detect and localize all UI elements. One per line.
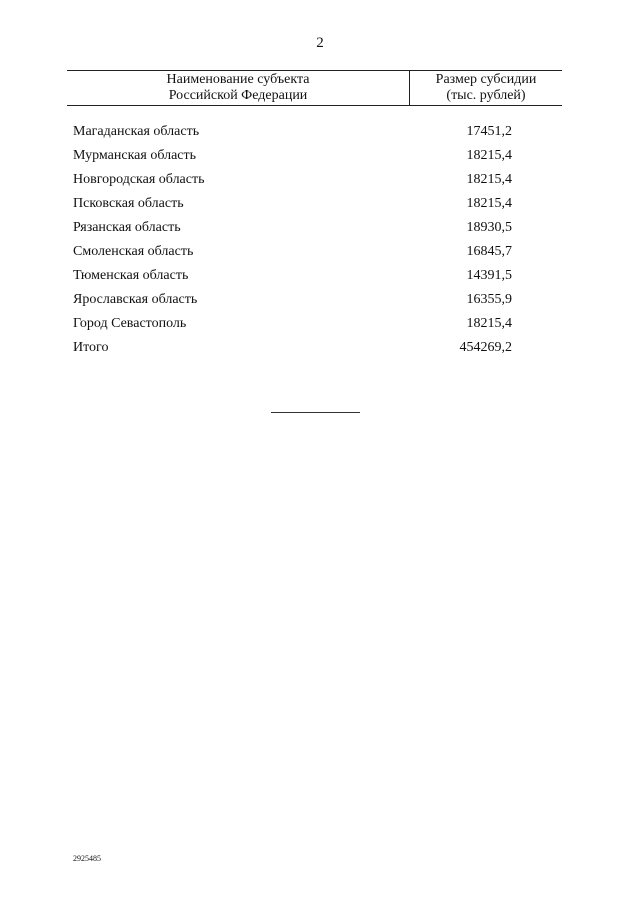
row-subsidy-amount: 18215,4 — [466, 172, 512, 187]
column-header-subject-line2: Российской Федерации — [168, 88, 308, 103]
table-row — [73, 314, 553, 338]
subsidy-table-body — [73, 122, 553, 362]
column-header-subject — [67, 72, 409, 104]
table-row — [73, 122, 553, 146]
table-row — [73, 146, 553, 170]
row-subsidy-amount: 16355,9 — [466, 292, 512, 307]
table-row — [73, 194, 553, 218]
row-subject-name: Псковская область — [73, 196, 184, 211]
row-subsidy-amount: 17451,2 — [466, 124, 512, 139]
column-header-amount-line2: (тыс. рублей) — [446, 88, 526, 103]
total-amount: 454269,2 — [459, 340, 512, 355]
table-row — [73, 290, 553, 314]
row-subject-name: Мурманская область — [73, 148, 197, 163]
row-subject-name: Смоленская область — [73, 244, 194, 259]
row-subsidy-amount: 16845,7 — [466, 244, 512, 259]
row-subsidy-amount: 14391,5 — [466, 268, 512, 283]
table-row — [73, 266, 553, 290]
table-row — [73, 242, 553, 266]
row-subject-name: Город Севастополь — [73, 316, 187, 331]
table-row — [73, 218, 553, 242]
row-subsidy-amount: 18215,4 — [466, 196, 512, 211]
table-header-bottom-rule — [67, 105, 562, 106]
end-of-document-rule — [271, 412, 360, 413]
row-subject-name: Магаданская область — [73, 124, 200, 139]
column-header-amount-line1: Размер субсидии — [435, 72, 537, 87]
row-subject-name: Тюменская область — [73, 268, 189, 283]
column-header-amount — [410, 72, 562, 104]
page-number: 2 — [316, 35, 324, 51]
row-subsidy-amount: 18215,4 — [466, 148, 512, 163]
row-subsidy-amount: 18930,5 — [466, 220, 512, 235]
column-header-subject-line1: Наименование субъекта — [166, 72, 310, 87]
table-total-row — [73, 338, 553, 362]
table-row — [73, 170, 553, 194]
total-label: Итого — [73, 340, 109, 355]
document-code: 2925485 — [73, 854, 101, 863]
row-subject-name: Рязанская область — [73, 220, 181, 235]
row-subject-name: Новгородская область — [73, 172, 205, 187]
row-subsidy-amount: 18215,4 — [466, 316, 512, 331]
row-subject-name: Ярославская область — [73, 292, 198, 307]
table-top-rule — [67, 70, 562, 71]
